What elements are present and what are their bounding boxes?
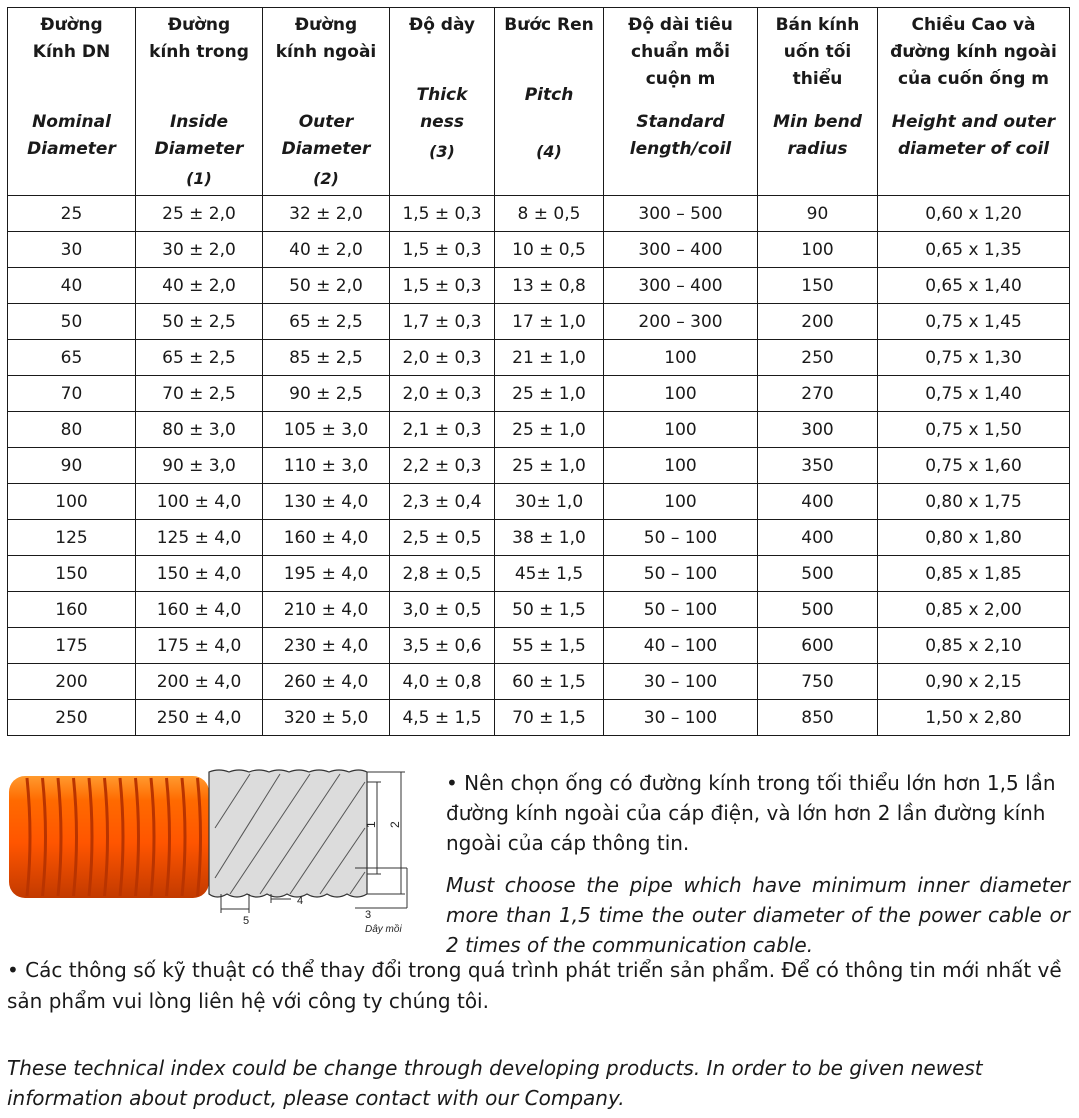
table-cell: 250 [8,700,136,736]
table-cell: 2,8 ± 0,5 [390,556,495,592]
header-pitch [495,8,604,196]
table-row [8,484,1070,520]
header-en: Nominal Diameter [27,112,116,159]
table-cell: 1,7 ± 0,3 [390,304,495,340]
header-row [8,8,1070,196]
table-cell: 195 ± 4,0 [263,556,390,592]
table-cell: 38 ± 1,0 [495,520,604,556]
header-thickness [390,8,495,196]
note-spec-change-en: These technical index could be change through developing products. In order to be given newest information about product, please contact with our Company. [7,1056,983,1110]
pipe-section [209,770,367,897]
table-cell: 3,0 ± 0,5 [390,592,495,628]
table-cell: 40 – 100 [604,628,758,664]
table-row [8,664,1070,700]
table-cell: 230 ± 4,0 [263,628,390,664]
table-cell: 1,5 ± 0,3 [390,232,495,268]
table-body [8,196,1070,736]
table-cell: 160 ± 4,0 [263,520,390,556]
header-en: Thick ness [416,85,468,132]
table-cell: 175 ± 4,0 [136,628,263,664]
table-cell: 300 – 400 [604,232,758,268]
table-cell: 30 – 100 [604,700,758,736]
table-cell: 80 ± 3,0 [136,412,263,448]
table-cell: 100 ± 4,0 [136,484,263,520]
table-cell: 100 [604,340,758,376]
table-cell: 1,5 ± 0,3 [390,268,495,304]
table-cell: 0,85 x 2,10 [878,628,1070,664]
table-row [8,232,1070,268]
header-en: Min bend radius [773,112,862,159]
table-row [8,196,1070,232]
table-row [8,340,1070,376]
table-cell: 160 [8,592,136,628]
table-cell: 600 [758,628,878,664]
table-row [8,628,1070,664]
table-cell: 850 [758,700,878,736]
table-cell: 200 [758,304,878,340]
table-cell: 4,5 ± 1,5 [390,700,495,736]
table-cell: 200 [8,664,136,700]
table-cell: 25 ± 1,0 [495,376,604,412]
table-cell: 500 [758,592,878,628]
table-row [8,304,1070,340]
header-en: Outer Diameter [281,112,371,159]
table-cell: 210 ± 4,0 [263,592,390,628]
header-num: (3) [429,142,455,161]
table-cell: 150 ± 4,0 [136,556,263,592]
table-cell: 65 [8,340,136,376]
table-cell: 300 – 500 [604,196,758,232]
table-cell: 40 [8,268,136,304]
table-cell: 90 ± 3,0 [136,448,263,484]
table-cell: 100 [604,484,758,520]
table-cell: 0,90 x 2,15 [878,664,1070,700]
note-min-diameter-en: Must choose the pipe which have minimum inner diameter more than 1,5 time the outer diameter of the power cable or 2 times of the communication cable. [446,873,1070,957]
table-cell: 110 ± 3,0 [263,448,390,484]
table-row [8,592,1070,628]
table-cell: 0,85 x 1,85 [878,556,1070,592]
table-cell: 200 ± 4,0 [136,664,263,700]
table-cell: 105 ± 3,0 [263,412,390,448]
spec-table [7,7,1070,736]
table-cell: 100 [8,484,136,520]
table-cell: 400 [758,520,878,556]
note-min-diameter-vi: • Nên chọn ống có đường kính trong tối thiểu lớn hơn 1,5 lần đường kính ngoài của cáp điện, và lớn hơn 2 lần đường kính ngoài của cáp thông tin. [446,771,1056,855]
table-cell: 250 ± 4,0 [136,700,263,736]
table-cell: 4,0 ± 0,8 [390,664,495,700]
table-cell: 90 [758,196,878,232]
table-cell: 2,5 ± 0,5 [390,520,495,556]
header-vi: Đường kính ngoài [275,15,377,62]
table-cell: 45± 1,5 [495,556,604,592]
table-cell: 0,75 x 1,50 [878,412,1070,448]
table-cell: 160 ± 4,0 [136,592,263,628]
table-cell: 65 ± 2,5 [263,304,390,340]
table-cell: 30± 1,0 [495,484,604,520]
table-cell: 350 [758,448,878,484]
table-cell: 55 ± 1,5 [495,628,604,664]
table-cell: 13 ± 0,8 [495,268,604,304]
dimension-label-2: 2 [388,821,402,828]
table-cell: 50 – 100 [604,556,758,592]
table-cell: 200 – 300 [604,304,758,340]
table-cell: 50 – 100 [604,592,758,628]
table-cell: 125 [8,520,136,556]
dimension-label-4: 4 [297,895,304,907]
table-cell: 750 [758,664,878,700]
table-cell: 50 [8,304,136,340]
table-cell: 270 [758,376,878,412]
table-row [8,448,1070,484]
header-num: (1) [186,169,212,188]
table-cell: 50 ± 2,0 [263,268,390,304]
table-cell: 30 [8,232,136,268]
table-cell: 65 ± 2,5 [136,340,263,376]
table-cell: 80 [8,412,136,448]
table-cell: 1,5 ± 0,3 [390,196,495,232]
header-standard-length [604,8,758,196]
table-cell: 30 ± 2,0 [136,232,263,268]
table-cell: 50 ± 2,5 [136,304,263,340]
table-cell: 175 [8,628,136,664]
table-cell: 2,3 ± 0,4 [390,484,495,520]
header-vi: Đường kính trong [149,15,249,62]
table-cell: 500 [758,556,878,592]
table-cell: 70 ± 1,5 [495,700,604,736]
table-cell: 70 [8,376,136,412]
table-cell: 0,80 x 1,75 [878,484,1070,520]
table-cell: 90 ± 2,5 [263,376,390,412]
table-cell: 1,50 x 2,80 [878,700,1070,736]
table-cell: 400 [758,484,878,520]
table-cell: 85 ± 2,5 [263,340,390,376]
table-cell: 2,0 ± 0,3 [390,376,495,412]
table-cell: 0,75 x 1,30 [878,340,1070,376]
header-nominal-diameter [8,8,136,196]
table-cell: 40 ± 2,0 [263,232,390,268]
table-cell: 3,5 ± 0,6 [390,628,495,664]
table-cell: 0,75 x 1,40 [878,376,1070,412]
table-cell: 300 [758,412,878,448]
table-cell: 50 ± 1,5 [495,592,604,628]
orange-pipe [9,776,209,898]
table-cell: 2,0 ± 0,3 [390,340,495,376]
table-cell: 50 – 100 [604,520,758,556]
header-num: (4) [536,142,562,161]
table-row [8,376,1070,412]
table-cell: 100 [604,412,758,448]
table-cell: 0,65 x 1,40 [878,268,1070,304]
table-cell: 150 [8,556,136,592]
draw-wire-caption: Dây mồi [365,924,402,935]
header-vi: Bán kính uốn tối thiểu [775,15,860,89]
dimension-label-5: 5 [243,915,250,927]
header-en: Standard length/coil [629,112,732,159]
table-cell: 125 ± 4,0 [136,520,263,556]
header-num: (2) [313,169,339,188]
table-cell: 10 ± 0,5 [495,232,604,268]
table-cell: 100 [604,448,758,484]
table-cell: 25 [8,196,136,232]
table-cell: 17 ± 1,0 [495,304,604,340]
table-row [8,412,1070,448]
table-cell: 2,1 ± 0,3 [390,412,495,448]
table-cell: 0,60 x 1,20 [878,196,1070,232]
dimension-label-1: 1 [364,821,378,828]
table-cell: 21 ± 1,0 [495,340,604,376]
table-row [8,268,1070,304]
header-min-bend-radius [758,8,878,196]
table-cell: 150 [758,268,878,304]
header-vi: Độ dày [408,15,476,35]
table-row [8,556,1070,592]
header-vi: Chiều Cao và đường kính ngoài của cuốn ống m [890,15,1057,89]
table-cell: 0,85 x 2,00 [878,592,1070,628]
table-cell: 250 [758,340,878,376]
header-en: Inside Diameter [154,112,244,159]
header-en: Pitch [524,85,574,105]
table-cell: 100 [758,232,878,268]
table-cell: 8 ± 0,5 [495,196,604,232]
note-spec-change-vi: • Các thông số kỹ thuật có thể thay đổi trong quá trình phát triển sản phẩm. Để có thông tin mới nhất về sản phẩm vui lòng liên hệ với công ty chúng tôi. [7,958,1062,1013]
table-cell: 30 – 100 [604,664,758,700]
header-coil-size [878,8,1070,196]
table-cell: 25 ± 2,0 [136,196,263,232]
table-cell: 260 ± 4,0 [263,664,390,700]
header-outer-diameter [263,8,390,196]
table-cell: 32 ± 2,0 [263,196,390,232]
table-row [8,520,1070,556]
table-cell: 100 [604,376,758,412]
header-vi: Độ dài tiêu chuẩn mỗi cuộn m [628,15,733,89]
table-cell: 300 – 400 [604,268,758,304]
table-cell: 0,65 x 1,35 [878,232,1070,268]
table-cell: 70 ± 2,5 [136,376,263,412]
table-row [8,700,1070,736]
table-cell: 40 ± 2,0 [136,268,263,304]
header-en: Height and outer diameter of coil [891,112,1056,159]
table-cell: 2,2 ± 0,3 [390,448,495,484]
table-cell: 25 ± 1,0 [495,412,604,448]
table-cell: 60 ± 1,5 [495,664,604,700]
header-vi: Đường Kính DN [32,15,111,62]
table-cell: 25 ± 1,0 [495,448,604,484]
dimension-label-3: 3 [365,909,372,921]
table-cell: 90 [8,448,136,484]
header-vi: Bước Ren [504,15,594,35]
pipe-diagram [5,768,425,938]
table-cell: 0,75 x 1,60 [878,448,1070,484]
table-cell: 130 ± 4,0 [263,484,390,520]
table-cell: 320 ± 5,0 [263,700,390,736]
table-cell: 0,75 x 1,45 [878,304,1070,340]
header-inside-diameter [136,8,263,196]
table-cell: 0,80 x 1,80 [878,520,1070,556]
